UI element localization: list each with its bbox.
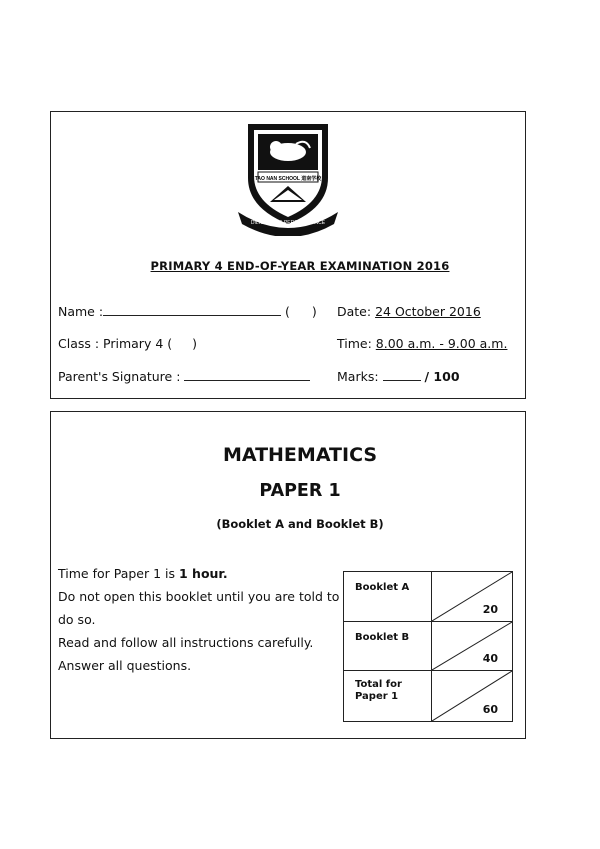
marks-total: / 100 — [424, 369, 460, 384]
name-label: Name : — [58, 304, 104, 319]
index-bracket-open: ( — [285, 304, 290, 319]
marks-row-booklet-b — [344, 622, 512, 671]
class-label: Class : Primary 4 ( — [58, 336, 173, 351]
class-row — [58, 336, 197, 351]
marks-row — [337, 369, 460, 384]
school-crest-logo — [236, 120, 340, 236]
class-close-bracket: ) — [192, 336, 197, 351]
date-value: 24 October 2016 — [375, 304, 481, 319]
diagonal-line-icon — [432, 671, 512, 721]
marks-label: Marks: — [337, 369, 379, 384]
marks-cell-total — [432, 671, 512, 721]
time-label: Time: — [337, 336, 372, 351]
time-value: 8.00 a.m. - 9.00 a.m. — [375, 336, 508, 351]
marks-label-total: Total for Paper 1 — [344, 671, 432, 721]
instruction-answer-all: Answer all questions. — [58, 658, 192, 673]
marks-table — [343, 571, 513, 722]
booklets-subtitle: (Booklet A and Booklet B) — [216, 517, 384, 531]
index-bracket-close: ) — [311, 304, 317, 319]
subject-title: MATHEMATICS — [222, 444, 378, 466]
marks-label-booklet-b: Booklet B — [344, 622, 432, 670]
instruction-read-follow: Read and follow all instructions carefully. — [58, 635, 314, 650]
name-row — [58, 304, 317, 319]
svg-text:TAO NAN SCHOOL 道南学校: TAO NAN SCHOOL 道南学校 — [254, 176, 322, 182]
instruction-do-not-open: Do not open this booklet until you are told to do so. — [58, 589, 340, 627]
svg-text:DILIGENCE & PERSEVERANCE: DILIGENCE & PERSEVERANCE — [250, 220, 326, 226]
diagonal-line-icon — [432, 622, 512, 670]
diagonal-line-icon — [432, 572, 512, 621]
name-line[interactable] — [103, 315, 281, 316]
marks-row-booklet-a — [344, 572, 512, 622]
date-label: Date: — [337, 304, 372, 319]
marks-value-booklet-b: 40 — [482, 652, 498, 665]
time-row — [337, 336, 507, 351]
marks-cell-booklet-a — [432, 572, 512, 621]
marks-value-total: 60 — [482, 703, 498, 716]
parent-signature-label: Parent's Signature : — [58, 369, 181, 384]
marks-value-booklet-a: 20 — [482, 603, 498, 616]
marks-line[interactable] — [383, 380, 421, 381]
marks-cell-booklet-b — [432, 622, 512, 670]
exam-title: PRIMARY 4 END-OF-YEAR EXAMINATION 2016 — [150, 259, 450, 273]
instructions — [58, 562, 343, 677]
date-row — [337, 304, 481, 319]
marks-label-booklet-a: Booklet A — [344, 572, 432, 621]
instruction-time: Time for Paper 1 is 1 hour. — [58, 566, 228, 581]
parent-signature-row — [58, 369, 310, 384]
marks-row-total — [344, 671, 512, 721]
parent-signature-line[interactable] — [184, 380, 310, 381]
paper-title: PAPER 1 — [259, 481, 341, 501]
